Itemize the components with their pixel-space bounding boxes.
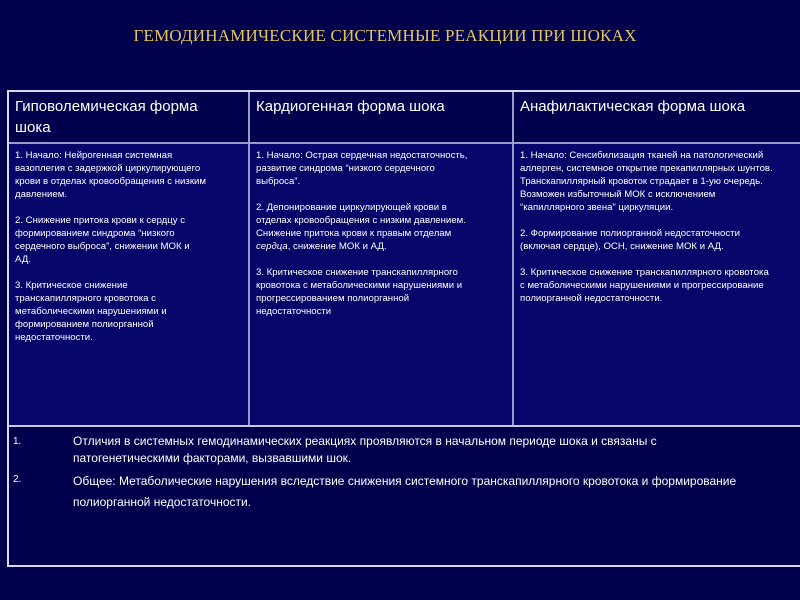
body-cell-hypovolemic bbox=[9, 144, 250, 425]
text-line: 1. Начало: Сенсибилизация тканей на патологический bbox=[520, 150, 764, 161]
text-line: полиорганной недостаточности. bbox=[520, 293, 663, 304]
text-line: Возможен избыточный МОК с исключением bbox=[520, 189, 716, 200]
text-line: 1. Начало: Острая сердечная недостаточность, bbox=[256, 150, 468, 161]
header-cell-hypovolemic bbox=[9, 92, 250, 142]
paragraph-2 bbox=[520, 227, 800, 253]
summary-notes bbox=[9, 427, 800, 517]
paragraph-3 bbox=[15, 279, 242, 344]
text-line: патогенетическими факторами, вызвавшими шок. bbox=[73, 451, 352, 465]
header-text: Анафилактическая форма шока bbox=[520, 98, 746, 115]
body-cell-cardiogenic bbox=[250, 144, 514, 425]
paragraph-1 bbox=[256, 149, 506, 188]
text-line: 2. Формирование полиорганной недостаточности bbox=[520, 228, 740, 239]
text-line: недостаточности. bbox=[15, 332, 93, 343]
table-header-row bbox=[9, 92, 800, 144]
text-line: недостаточности bbox=[256, 306, 332, 317]
text-line: аллерген, системное открытие прекапиллярных шунтов. bbox=[520, 163, 773, 174]
text-line: Снижение притока крови к правым отделам bbox=[256, 228, 452, 239]
header-text: Гиповолемическая форма bbox=[15, 98, 198, 115]
text-line: “капиллярного звена” циркуляции. bbox=[520, 202, 674, 213]
text-line: (включая сердце), ОСН, снижение МОК и АД. bbox=[520, 241, 724, 252]
header-cell-cardiogenic bbox=[250, 92, 514, 142]
text-line: 2. Снижение притока крови к сердцу с bbox=[15, 215, 186, 226]
text-line: развитие синдрома “низкого сердечного bbox=[256, 163, 435, 174]
body-cell-anaphylactic bbox=[514, 144, 800, 425]
text-line: кровотока с метаболическими нарушениями и bbox=[256, 280, 463, 291]
text-line: АД. bbox=[15, 254, 31, 265]
text-line: 3. Критическое снижение транскапиллярного bbox=[256, 267, 458, 278]
text-line: Отличия в системных гемодинамических реакциях проявляются в начальном периоде шока и связаны с bbox=[73, 434, 657, 448]
note-number: 2. bbox=[13, 474, 22, 485]
text-line: формированием синдрома “низкого bbox=[15, 228, 175, 239]
text-line: вазоплегия с задержкой циркулирующего bbox=[15, 163, 201, 174]
header-text: шока bbox=[15, 119, 51, 136]
text-line: транскапиллярного кровотока с bbox=[15, 293, 156, 304]
paragraph-2 bbox=[256, 201, 506, 253]
header-cell-anaphylactic bbox=[514, 92, 800, 142]
text-line: 3. Критическое снижение транскапиллярного кровотока bbox=[520, 267, 769, 278]
text-line: давлением. bbox=[15, 189, 67, 200]
text-line: 1. Начало: Нейрогенная системная bbox=[15, 150, 173, 161]
emphasis-text: сердца bbox=[256, 241, 288, 252]
paragraph-1 bbox=[520, 149, 800, 214]
text-line: сердца, снижение МОК и АД. bbox=[256, 241, 387, 252]
text-line: крови в отделах кровообращения с низким bbox=[15, 176, 206, 187]
text-line: прогрессированием полиорганной bbox=[256, 293, 410, 304]
text-line: 2. Депонирование циркулирующей крови в bbox=[256, 202, 447, 213]
note-item bbox=[9, 471, 800, 513]
paragraph-3 bbox=[256, 266, 506, 318]
text-line: сердечного выброса”, снижении МОК и bbox=[15, 241, 190, 252]
text-line: Общее: Метаболические нарушения вследствие снижения системного транскапиллярного кровотока и формирование bbox=[73, 474, 737, 488]
text-line: Транскапиллярный кровоток страдает в 1-ую очередь. bbox=[520, 176, 763, 187]
slide-title: ГЕМОДИНАМИЧЕСКИЕ СИСТЕМНЫЕ РЕАКЦИИ ПРИ ШОКАХ bbox=[133, 26, 637, 45]
comparison-table bbox=[7, 90, 800, 567]
text-line: выброса”. bbox=[256, 176, 301, 187]
table-body-row bbox=[9, 144, 800, 427]
text-line: с метаболическими нарушениями и прогрессирование bbox=[520, 280, 764, 291]
paragraph-1 bbox=[15, 149, 242, 201]
note-item bbox=[9, 433, 800, 467]
paragraph-2 bbox=[15, 214, 242, 266]
header-text: Кардиогенная форма шока bbox=[256, 98, 445, 115]
text-line: полиорганной недостаточности. bbox=[73, 495, 252, 509]
text-line: отделах кровообращения с низким давлением. bbox=[256, 215, 466, 226]
text-line: формированием полиорганной bbox=[15, 319, 154, 330]
paragraph-3 bbox=[520, 266, 800, 305]
text-line: 3. Критическое снижение bbox=[15, 280, 128, 291]
text-line: метаболическими нарушениями и bbox=[15, 306, 167, 317]
note-number: 1. bbox=[13, 436, 22, 447]
